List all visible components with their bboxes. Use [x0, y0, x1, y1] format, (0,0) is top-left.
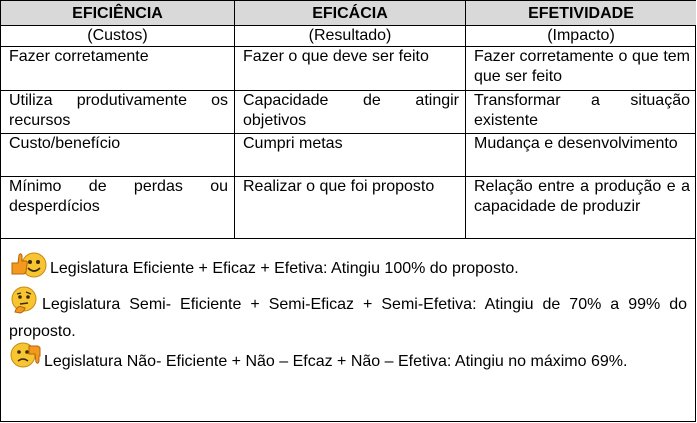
table-cell: Relação entre a produção e a capacidade de produzir: [474, 178, 690, 215]
legend-text: Legislatura Semi- Eficiente + Semi-Eficaz + Semi-Efetiva: Atingiu de 70% a 99% do proposto.: [9, 296, 687, 340]
thumbs-down-emoji-icon: [9, 342, 41, 378]
table-cell: Custo/benefício: [9, 135, 121, 152]
legend-text: Legislatura Não- Eficiente + Não – Efcaz + Não – Efetiva: Atingiu no máximo 69%.: [44, 353, 628, 370]
legend-item-semi-eficiente: [9, 285, 687, 342]
column-header-efetividade: EFETIVIDADE: [466, 1, 696, 26]
row-divider: [1, 238, 696, 239]
table-cell: Cumpri metas: [243, 135, 343, 152]
column-divider: [465, 1, 466, 239]
legend-item-nao-eficiente: [9, 342, 687, 378]
table-cell: Utiliza produtivamente os recursos: [9, 92, 228, 129]
column-subheader-custos: (Custos): [87, 27, 148, 44]
column-header-eficiencia: EFICIÊNCIA: [1, 1, 234, 26]
table-cell: Realizar o que foi proposto: [243, 178, 435, 195]
table-cell: Capacidade de atingir objetivos: [243, 92, 459, 129]
thinking-emoji-icon: [9, 285, 39, 321]
legend-text: Legislatura Eficiente + Eficaz + Efetiva: Atingiu 100% do proposto.: [50, 260, 519, 277]
row-divider: [1, 90, 696, 91]
column-subheader-impacto: (Impacto): [547, 27, 615, 44]
thumbs-up-emoji-icon: [9, 249, 47, 285]
column-subheader-resultado: (Resultado): [308, 27, 392, 44]
table-cell: Mudança e desenvolvimento: [474, 135, 678, 152]
table-cell: Fazer o que deve ser feito: [243, 48, 429, 65]
legend-item-eficiente: [9, 249, 687, 285]
column-divider: [234, 1, 235, 239]
column-header-eficacia: EFICÁCIA: [235, 1, 465, 26]
table-cell: Transformar a situação existente: [474, 92, 690, 129]
table-cell: Fazer corretamente: [9, 48, 149, 65]
table-cell: Mínimo de perdas ou desperdícios: [9, 178, 228, 215]
row-divider: [1, 25, 696, 26]
row-divider: [1, 176, 696, 177]
table-cell: Fazer corretamente o que tem que ser feito: [474, 48, 690, 85]
row-divider: [1, 46, 696, 47]
row-divider: [1, 133, 696, 134]
